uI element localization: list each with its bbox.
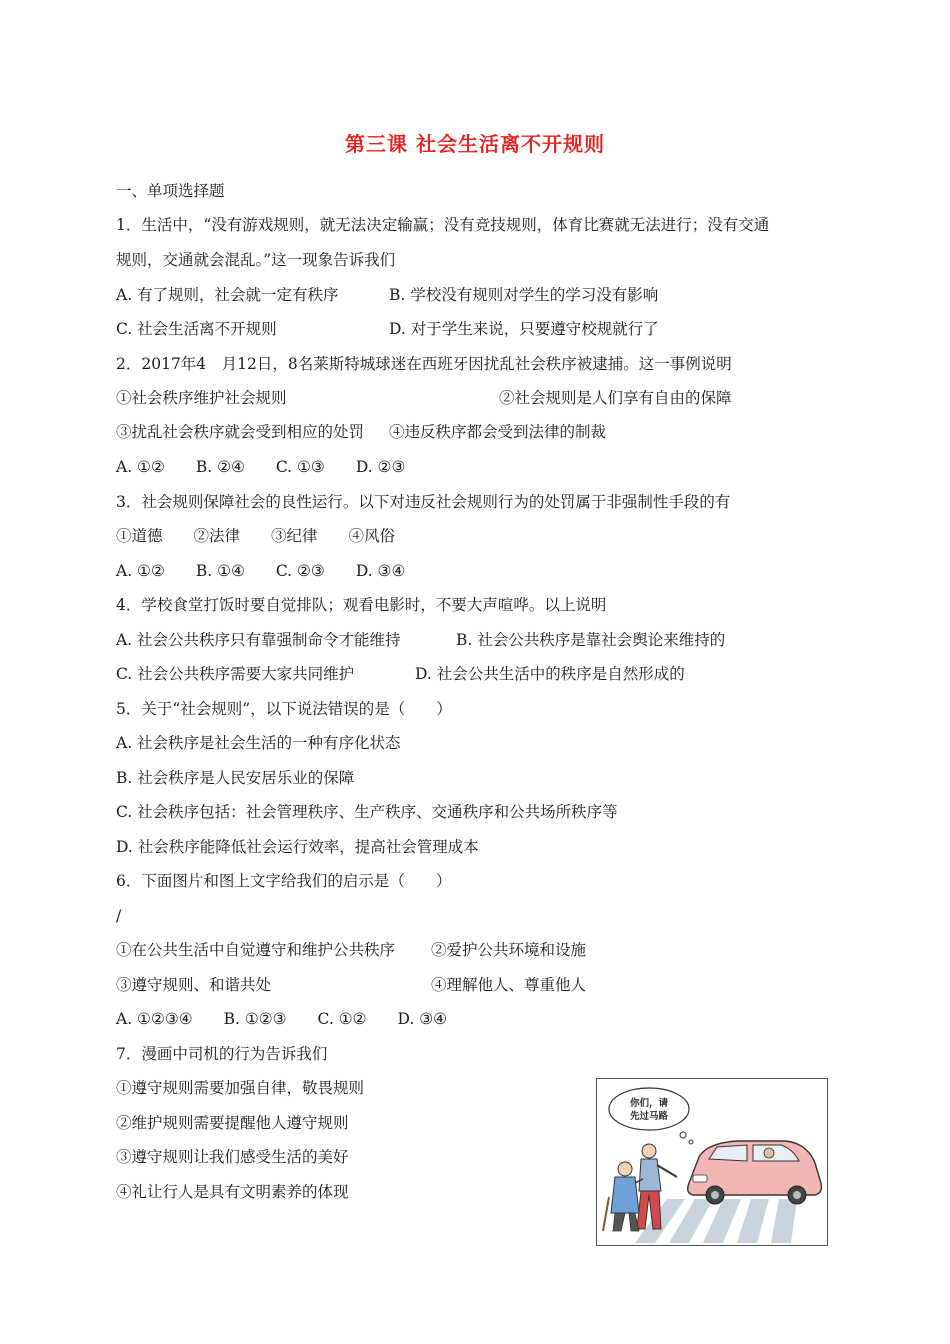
q1-stem-line2: 规则，交通就会混乱。”这一现象告诉我们 (116, 251, 396, 269)
q2-stem: 2．2017年4 月12日，8名莱斯特城球迷在西班牙因扰乱社会秩序被逮捕。这一事例说明 (116, 355, 732, 373)
q6-statement-2: ②爱护公共环境和设施 (431, 941, 587, 959)
q6-image-placeholder: / (116, 907, 122, 925)
q2-statement-3: ③扰乱社会秩序就会受到相应的处罚 (116, 423, 365, 441)
q7-statement-2: ②维护规则需要提醒他人遵守规则 (116, 1114, 349, 1132)
q4-option-c: C. 社会公共秩序需要大家共同维护 (116, 665, 355, 683)
q5-stem: 5．关于“社会规则”，以下说法错误的是（ ） (116, 700, 452, 718)
q2-statement-4: ④违反秩序都会受到法律的制裁 (389, 423, 607, 441)
q6-statement-1: ①在公共生活中自觉遵守和维护公共秩序 (116, 941, 396, 959)
q4-stem: 4．学校食堂打饭时要自觉排队；观看电影时，不要大声喧哗。以上说明 (116, 596, 607, 614)
q2-statement-2: ②社会规则是人们享有自由的保障 (499, 389, 732, 407)
q5-option-a: A. 社会秩序是社会生活的一种有序化状态 (116, 734, 401, 752)
section-heading: 一、单项选择题 (116, 182, 225, 200)
q2-options: A. ①② B. ②④ C. ①③ D. ②③ (116, 458, 406, 476)
q4-option-b: B. 社会公共秩序是靠社会舆论来维持的 (456, 631, 726, 649)
car-icon (688, 1141, 822, 1204)
q7-statement-1: ①遵守规则需要加强自律，敬畏规则 (116, 1079, 365, 1097)
q4-option-d: D. 社会公共生活中的秩序是自然形成的 (415, 665, 685, 683)
q1-option-a: A. 有了规则，社会就一定有秩序 (116, 286, 339, 304)
page-title: 第三课 社会生活离不开规则 (345, 132, 605, 156)
bubble-text-line1: 你们，请 (629, 1098, 669, 1109)
q1-option-b: B. 学校没有规则对学生的学习没有影响 (389, 286, 659, 304)
q6-options: A. ①②③④ B. ①②③ C. ①② D. ③④ (116, 1010, 448, 1028)
q2-statement-1: ①社会秩序维护社会规则 (116, 389, 287, 407)
speech-bubble (609, 1088, 689, 1130)
q1-option-c: C. 社会生活离不开规则 (116, 320, 277, 338)
q6-stem: 6．下面图片和图上文字给我们的启示是（ ） (116, 872, 452, 890)
q7-stem: 7．漫画中司机的行为告诉我们 (116, 1045, 328, 1063)
driver-head (764, 1148, 774, 1158)
q5-option-c: C. 社会秩序包括：社会管理秩序、生产秩序、交通秩序和公共场所秩序等 (116, 803, 618, 821)
q3-stem: 3．社会规则保障社会的良性运行。以下对违反社会规则行为的处罚属于非强制性手段的有 (116, 493, 731, 511)
q3-options: A. ①② B. ①④ C. ②③ D. ③④ (116, 562, 406, 580)
cartoon-illustration (596, 1078, 828, 1246)
q7-statement-4: ④礼让行人是具有文明素养的体现 (116, 1183, 349, 1201)
cartoon-drawing (597, 1079, 827, 1245)
q1-option-d: D. 对于学生来说，只要遵守校规就行了 (389, 320, 659, 338)
q6-statement-3: ③遵守规则、和谐共处 (116, 976, 272, 994)
bubble-text-line2: 先过马路 (629, 1111, 669, 1122)
q3-items: ①道德 ②法律 ③纪律 ④风俗 (116, 527, 396, 545)
q5-option-d: D. 社会秩序能降低社会运行效率，提高社会管理成本 (116, 838, 479, 856)
q7-statement-3: ③遵守规则让我们感受生活的美好 (116, 1148, 349, 1166)
q5-option-b: B. 社会秩序是人民安居乐业的保障 (116, 769, 355, 787)
q1-stem-line1: 1．生活中，“没有游戏规则，就无法决定输赢；没有竞技规则，体育比赛就无法进行；没有交通 (116, 216, 770, 234)
q4-option-a: A. 社会公共秩序只有靠强制命令才能维持 (116, 631, 401, 649)
q6-statement-4: ④理解他人、尊重他人 (431, 976, 587, 994)
